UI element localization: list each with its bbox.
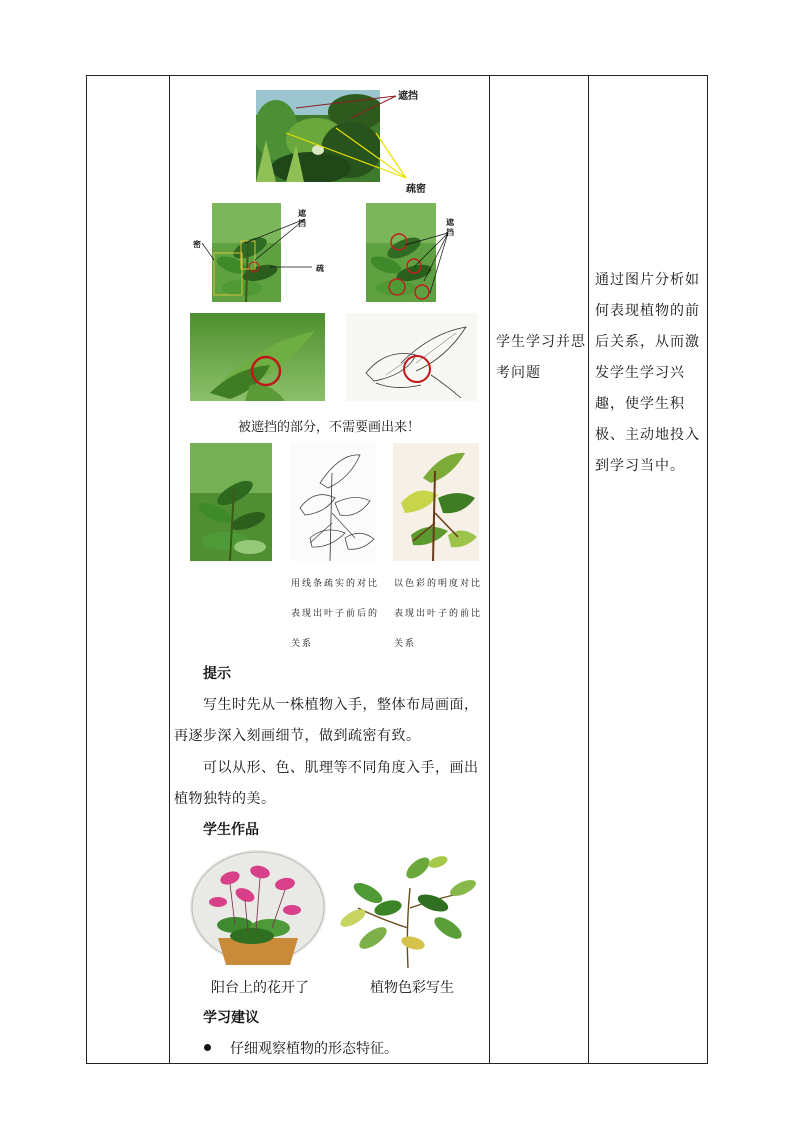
label-occlusion-a: 遮挡 (298, 209, 306, 228)
label-density: 疏密 (406, 184, 426, 195)
annotation-lines (256, 88, 446, 188)
caption-color-3: 关系 (394, 639, 417, 649)
student-works-heading: 学生作品 (203, 822, 259, 838)
label-dense: 密 (193, 240, 201, 249)
student-activity-text: 学生学习并思考问题 (496, 334, 586, 381)
student-work-plant (338, 848, 480, 968)
caption-work-1: 阳台上的花开了 (211, 980, 309, 996)
caption-line-3: 关系 (291, 639, 314, 649)
plant-photo (190, 443, 272, 561)
label-sparse: 疏 (316, 264, 324, 273)
annotation-lines-a (200, 205, 330, 285)
advice-item-1: 仔细观察植物的形态特征。 (230, 1041, 398, 1057)
column-divider (169, 76, 170, 1063)
label-occlusion: 遮挡 (398, 91, 418, 102)
caption-line-1: 用线条疏实的对比 (291, 579, 380, 589)
caption-line-2: 表现出叶子前后的 (291, 609, 380, 619)
leaf-closeup-photo (190, 313, 325, 401)
caption-hidden-parts: 被遮挡的部分，不需要画出来！ (238, 420, 421, 435)
student-work-flowers (190, 850, 327, 965)
tip-heading: 提示 (203, 666, 231, 682)
plant-line-drawing (290, 443, 376, 561)
tip-paragraph-2: 可以从形、色、肌理等不同角度入手，画出植物独特的美。 (174, 760, 479, 807)
bullet-icon (204, 1044, 211, 1051)
column-divider (588, 76, 589, 1063)
advice-heading: 学习建议 (203, 1010, 259, 1026)
tip-paragraph-1: 写生时先从一株植物入手，整体布局画面，再逐步深入刻画细节，做到疏密有致。 (174, 697, 479, 744)
column-divider (489, 76, 490, 1063)
caption-work-2: 植物色彩写生 (370, 980, 454, 996)
caption-color-2: 表现出叶子的前比 (394, 609, 483, 619)
plant-color-drawing (393, 443, 479, 561)
design-intent-text: 通过图片分析如何表现植物的前后关系，从而激发学生学习兴趣，使学生积极、主动地投入到学习当中。 (595, 272, 700, 474)
label-occlusion-b: 遮挡 (446, 218, 454, 237)
leaf-line-sketch (346, 313, 477, 401)
caption-color-1: 以色彩的明度对比 (394, 579, 483, 589)
